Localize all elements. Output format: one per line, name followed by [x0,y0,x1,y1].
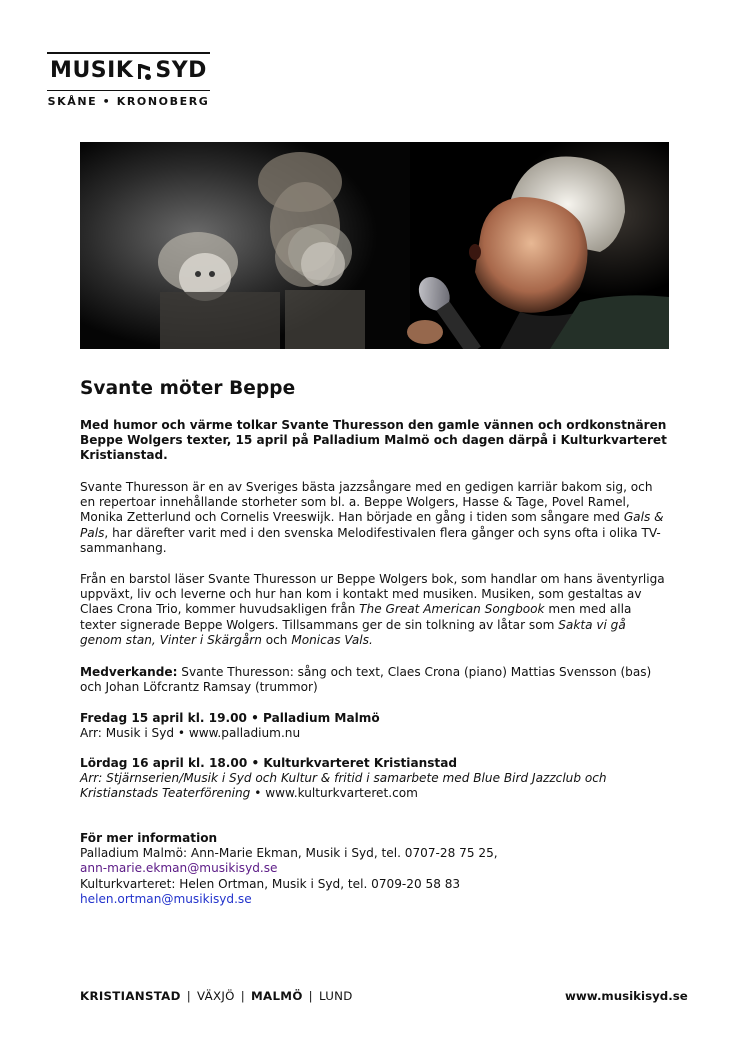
logo-wordmark [47,54,210,88]
paragraph-show-italic-songbook: The Great American Songbook [359,602,545,617]
lead-paragraph: Med humor och värme tolkar Svante Thuresson den gamle vännen och ordkonstnären Beppe Wolgers texter, 15 april på Palladium Malmö och dagen därpå i Kulturkvarteret Kristianstad. [80,418,667,463]
event-lordag-arranger [80,771,670,801]
musik-i-syd-logo [47,52,210,112]
more-info [80,831,670,907]
music-note-icon [136,61,152,81]
hero-photo [80,142,669,349]
footer-city-kristianstad: KRISTIANSTAD [80,989,181,1003]
contact-palladium: Palladium Malmö: Ann-Marie Ekman, Musik i Syd, tel. 0707-28 75 25, [80,846,498,861]
event-fredag-arranger: Arr: Musik i Syd • www.palladium.nu [80,726,301,741]
event-lordag-arranger-text: Arr: Stjärnserien/Musik i Syd och Kultur & fritid i samarbete med Blue Bird Jazzclub och Kristianstads Teaterförening • [80,771,607,801]
footer-separator: | [308,989,313,1003]
paragraph-show-text: Från en barstol läser Svante Thuresson ur Beppe Wolgers bok, som handlar om hans äventyrliga uppväxt, liv och leverne och hur han kom i kontakt med musiken. Musiken, som gestaltas av Claes Crona Trio, kommer huvudsakligen från [80,572,665,617]
email-link-helen[interactable]: helen.ortman@musikisyd.se [80,891,252,906]
footer-cities [80,989,353,1003]
footer-separator: | [240,989,245,1003]
logo-word-syd: SYD [155,58,207,83]
footer-website-link[interactable]: www.musikisyd.se [565,989,688,1003]
contact-kulturkvarteret: Kulturkvarteret: Helen Ortman, Musik i Syd, tel. 0709-20 58 83 [80,876,461,891]
paragraph-show-text-and: och [261,632,292,647]
more-info-heading: För mer information [80,831,218,845]
credits-paragraph [80,665,670,695]
event-lordag-url: www.kulturkvarteret.com [261,786,418,801]
paragraph-show [80,572,670,648]
footer-separator: | [186,989,191,1003]
event-fredag-heading: Fredag 15 april kl. 19.00 • Palladium Malmö [80,711,380,725]
article-title: Svante möter Beppe [80,378,296,399]
footer-city-lund: LUND [318,989,353,1003]
event-fredag [80,711,670,741]
footer-city-vaxjo: VÄXJÖ [196,989,235,1003]
paragraph-show-italic-songs: Sakta vi gå genom stan, Vinter i Skärgårn [80,617,626,647]
logo-region: SKÅNE • KRONOBERG [47,95,210,108]
event-lordag [80,756,670,802]
paragraph-intro-italic: Gals & Pals [80,510,664,540]
credits-label: Medverkande: [80,665,178,679]
logo-word-musik: MUSIK [50,58,134,83]
paragraph-intro [80,480,670,556]
event-lordag-heading: Lördag 16 april kl. 18.00 • Kulturkvarteret Kristianstad [80,756,458,770]
email-link-ann-marie[interactable]: ann-marie.ekman@musikisyd.se [80,861,278,876]
credits-text: Svante Thuresson: sång och text, Claes Crona (piano) Mattias Svensson (bas) och Johan Löfcrantz Ramsay (trummor) [80,665,652,695]
footer-city-malmo: MALMÖ [251,989,303,1003]
paragraph-show-text-mid: men med alla texter signerade Beppe Wolgers. Tillsammans ger de sin tolkning av låtar som [80,602,632,632]
paragraph-intro-text-end: , har därefter varit med i den svenska Melodifestivalen flera gånger och syns ofta i olika TV-sammanhang. [80,525,661,555]
paragraph-show-italic-last-song: Monicas Vals. [291,632,373,647]
paragraph-intro-text: Svante Thuresson är en av Sveriges bästa jazzsångare med en gedigen karriär bakom sig, och en repertoar innehållande storheter som bl. a. Beppe Wolgers, Hasse & Tage, Povel Ramel, Monika Zetterlund och Cornelis Vreeswijk. Han började en gång i tiden som sångare med [80,480,653,525]
